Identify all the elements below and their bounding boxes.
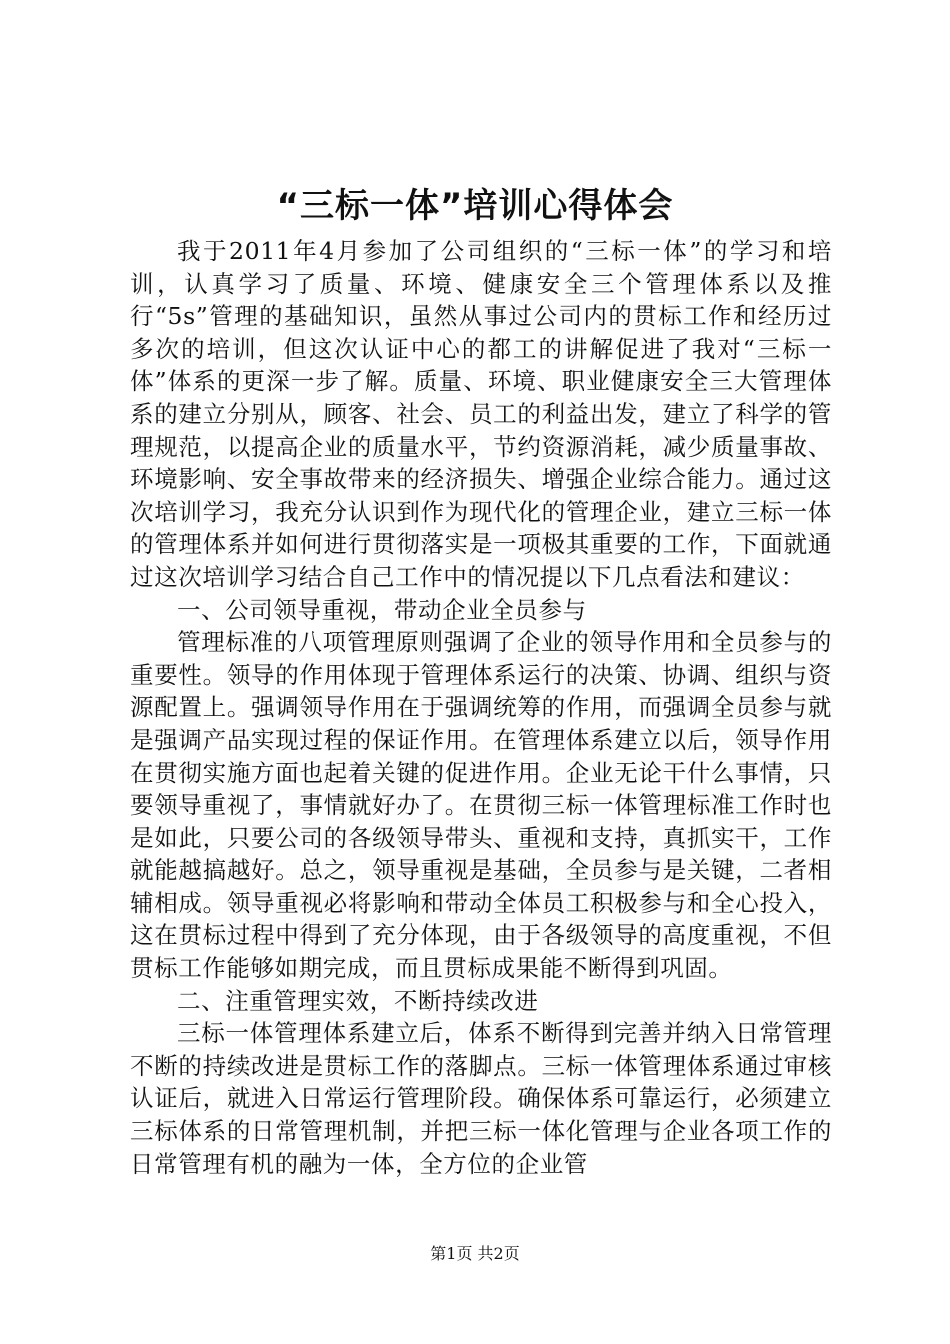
section-heading-2: 二、注重管理实效，不断持续改进 [177, 986, 539, 1015]
page-footer: 第1页 共2页 [430, 1244, 520, 1263]
paragraph-section-1: 管理标准的八项管理原则强调了企业的领导作用和全员参与的重要性。领导的作用体现于管理体系运行的决策、协调、组织与资源配置上。强调领导作用在于强调统筹的作用，而强调全员参与就是强调产品实现过程的保证作用。在管理体系建立以后，领导作用在贯彻实施方面也起着关键的促进作用。企业无论干什么事情，只要领导重视了，事情就好办了。在贯彻三标一体管理标准工作时也是如此，只要公司的各级领导带头、重视和支持，真抓实干，工作就能越搞越好。总之，领导重视是基础，全员参与是关键，二者相辅相成。领导重视必将影响和带动全体员工积极参与和全心投入，这在贯标过程中得到了充分体现，由于各级领导的高度重视，不但贯标工作能够如期完成，而且贯标成果能不断得到巩固。 [130, 628, 832, 983]
section-heading-1: 一、公司领导重视，带动企业全员参与 [177, 595, 587, 624]
paragraph-intro: 我于2011年4月参加了公司组织的“三标一体”的学习和培训，认真学习了质量、环境、健康安全三个管理体系以及推行“5s”管理的基础知识，虽然从事过公司内的贯标工作和经历过多次的培训，但这次认证中心的都工的讲解促进了我对“三标一体”体系的更深一步了解。质量、环境、职业健康安全三大管理体系的建立分别从，顾客、社会、员工的利益出发，建立了科学的管理规范，以提高企业的质量水平，节约资源消耗，减少质量事故、环境影响、安全事故带来的经济损失、增强企业综合能力。通过这次培训学习，我充分认识到作为现代化的管理企业，建立三标一体的管理体系并如何进行贯彻落实是一项极其重要的工作，下面就通过这次培训学习结合自己工作中的情况提以下几点看法和建议： [130, 237, 832, 591]
paragraph-section-2: 三标一体管理体系建立后，体系不断得到完善并纳入日常管理不断的持续改进是贯标工作的落脚点。三标一体管理体系通过审核认证后，就进入日常运行管理阶段。确保体系可靠运行，必须建立三标体系的日常管理机制，并把三标一体化管理与企业各项工作的日常管理有机的融为一体，全方位的企业管 [130, 1019, 832, 1178]
document-body [130, 235, 832, 1180]
document-title: “三标一体”培训心得体会 [276, 186, 674, 226]
